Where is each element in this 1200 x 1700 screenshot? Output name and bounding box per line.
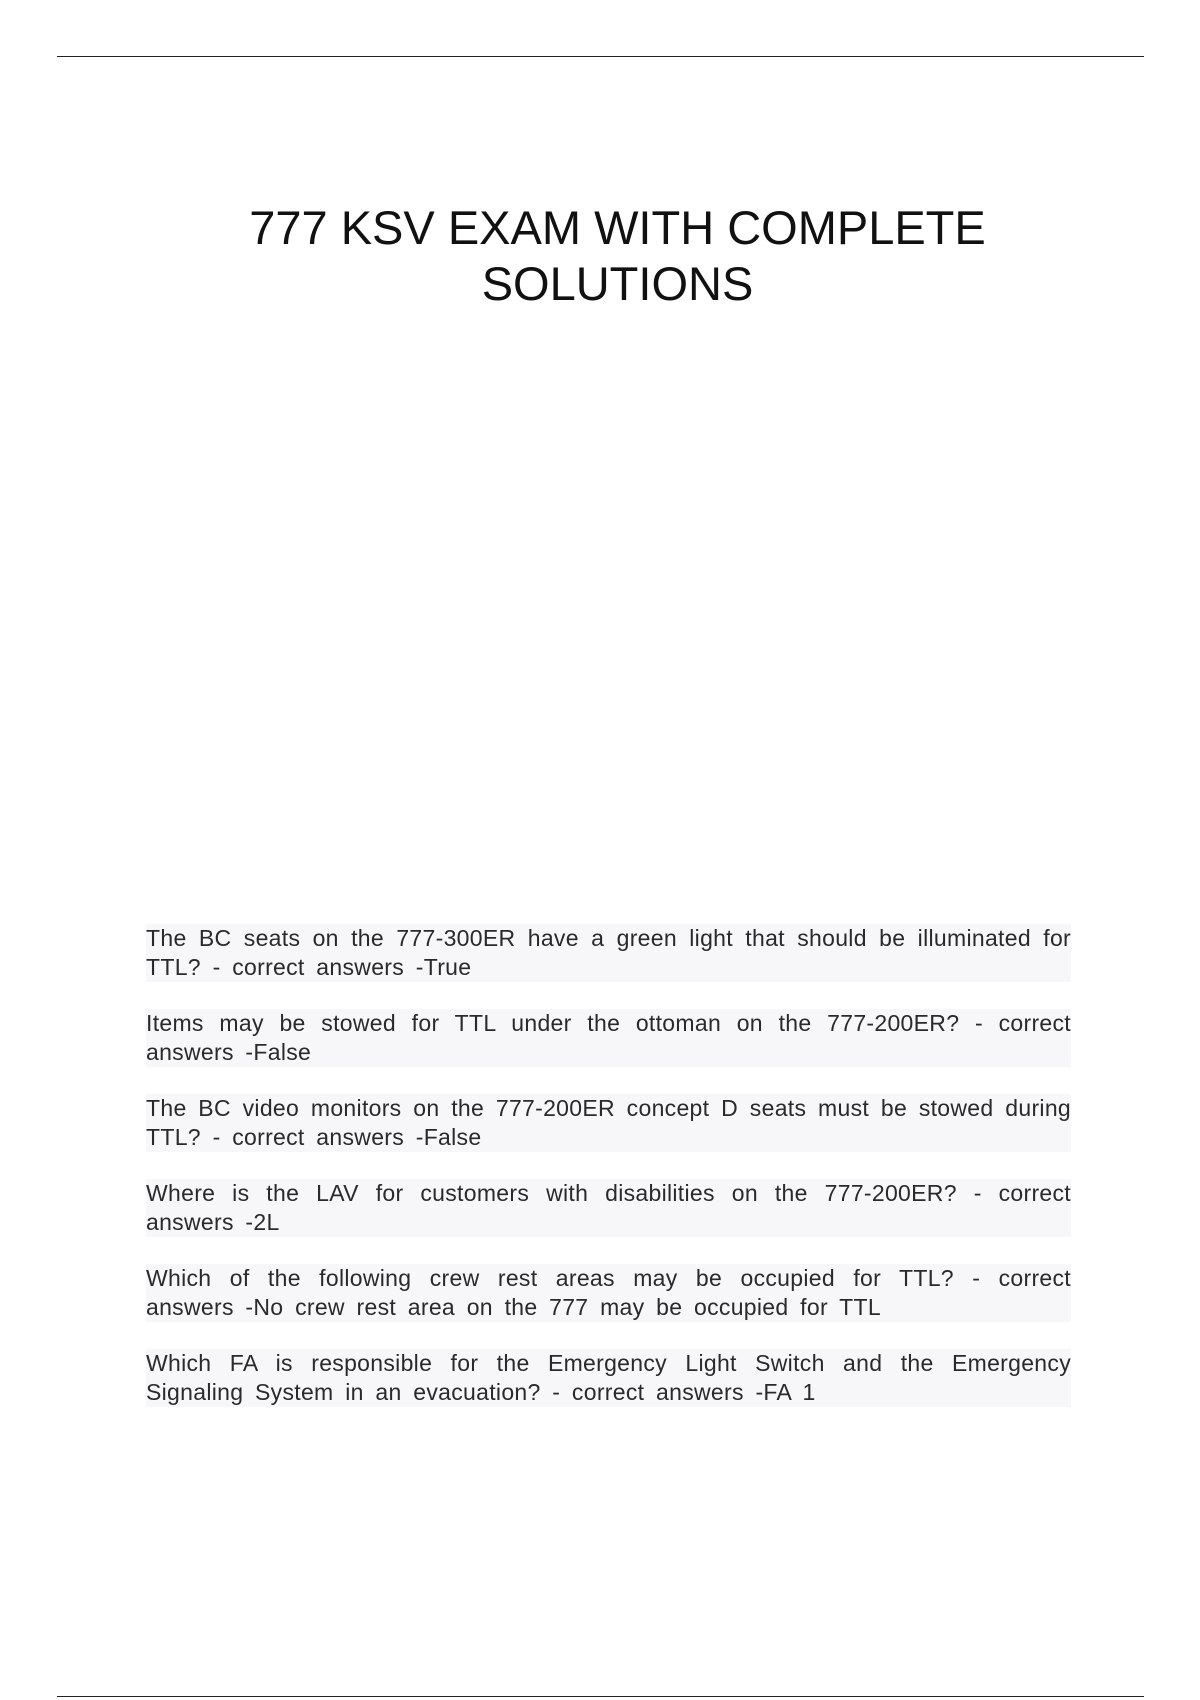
qa-item [146, 1179, 1071, 1237]
qa-text: Which of the following crew rest areas may be occupied for TTL? - correct answers -No crew rest area on the 777 may be occupied for TTL [146, 1265, 1071, 1320]
top-rule [57, 56, 1144, 57]
qa-item [146, 1009, 1071, 1067]
title-line-2: SOLUTIONS [481, 257, 754, 310]
qa-item [146, 924, 1071, 982]
qa-item [146, 1264, 1071, 1322]
title-line-1: 777 KSV EXAM WITH COMPLETE [249, 201, 986, 254]
qa-text: The BC seats on the 777-300ER have a green light that should be illuminated for TTL? - correct answers -True [146, 925, 1071, 980]
qa-text: Where is the LAV for customers with disabilities on the 777-200ER? - correct answers -2L [146, 1180, 1071, 1235]
qa-item [146, 1094, 1071, 1152]
qa-item [146, 1349, 1071, 1407]
document-title [140, 200, 1095, 312]
qa-text: Which FA is responsible for the Emergency Light Switch and the Emergency Signaling System in an evacuation? - correct answers -FA 1 [146, 1350, 1071, 1405]
qa-text: The BC video monitors on the 777-200ER concept D seats must be stowed during TTL? - correct answers -False [146, 1095, 1071, 1150]
qa-text: Items may be stowed for TTL under the ottoman on the 777-200ER? - correct answers -False [146, 1010, 1071, 1065]
bottom-rule [57, 1696, 1144, 1697]
question-answer-list [146, 924, 1071, 1434]
